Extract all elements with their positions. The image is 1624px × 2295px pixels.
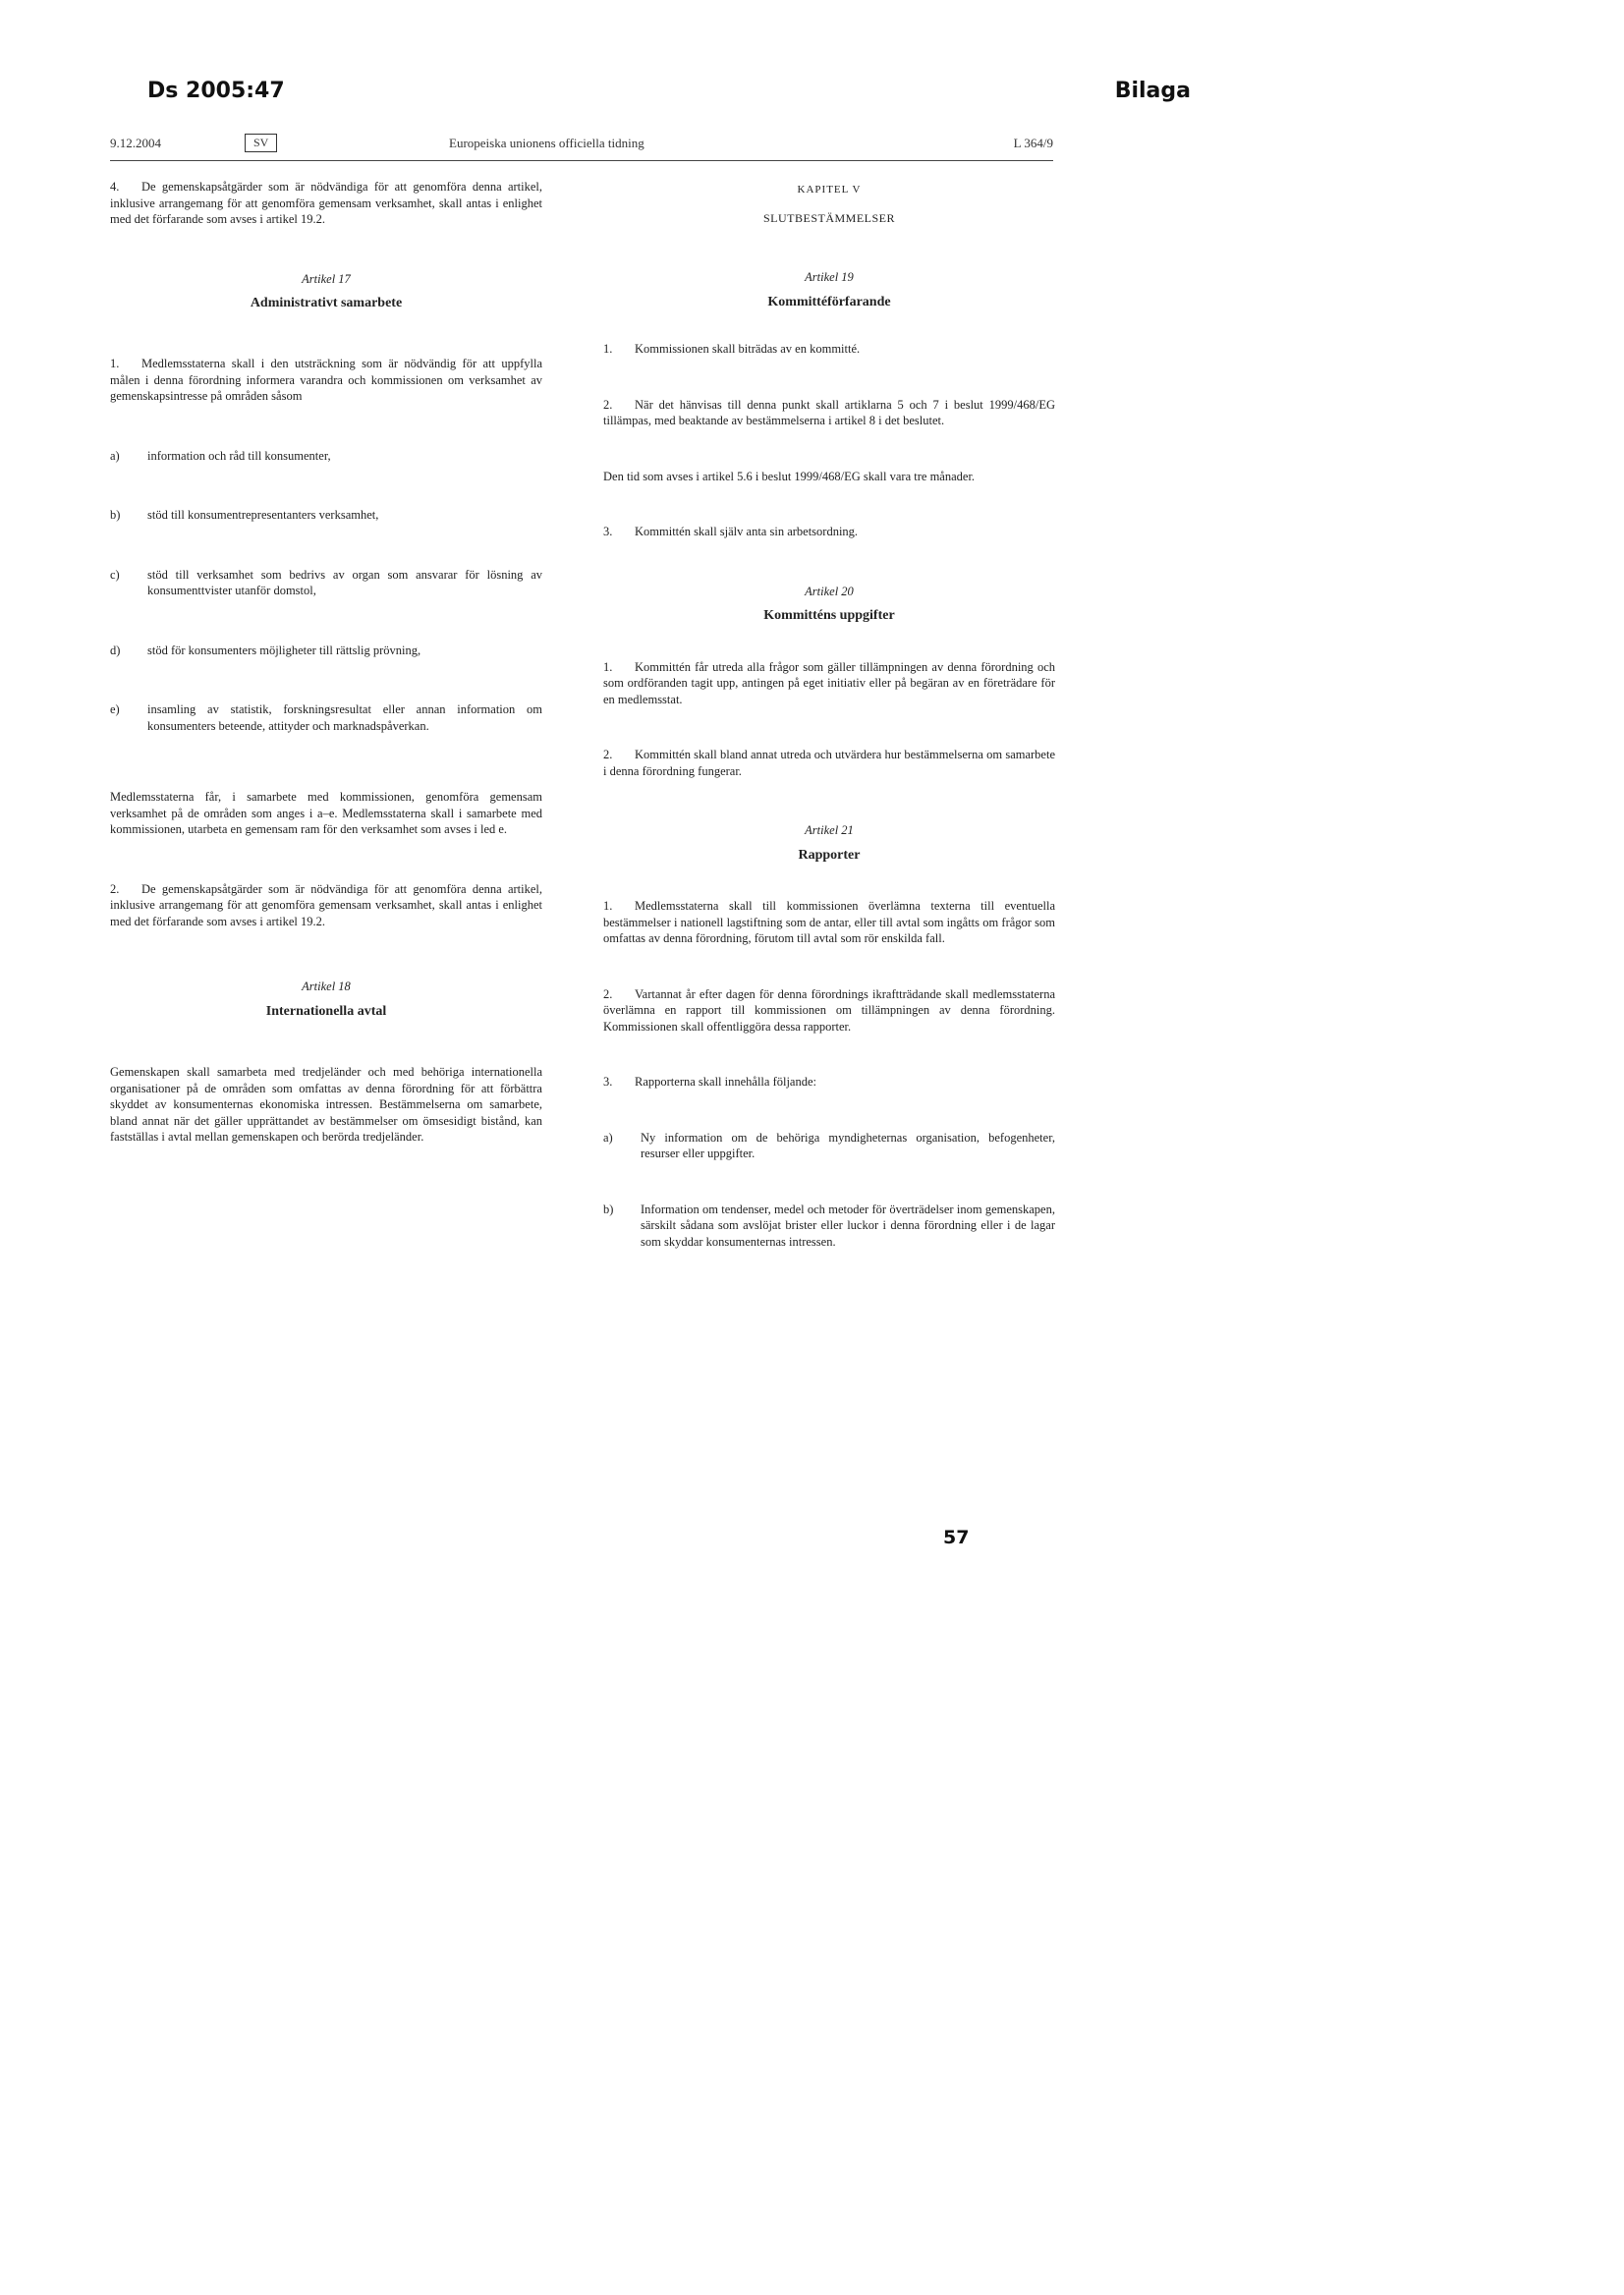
paragraph-art21-2: [603, 986, 1055, 1036]
paragraph-art19-3: [603, 524, 1055, 540]
document-header: [110, 79, 1289, 108]
right-column: [603, 179, 1055, 1275]
paragraph-art20-2: [603, 747, 1055, 779]
paragraph-art17-2: [110, 881, 542, 930]
list-item-d: [110, 643, 542, 659]
list-label: b): [603, 1202, 614, 1216]
paragraph-art21-1: [603, 898, 1055, 947]
journal-title: Europeiska unionens officiella tidning: [449, 136, 644, 150]
language-badge: SV: [245, 134, 277, 152]
journal-date: 9.12.2004: [110, 136, 161, 150]
article-20-title: Kommitténs uppgifter: [763, 608, 895, 624]
list-item-c: [110, 567, 542, 599]
article-17-title: Administrativt samarbete: [250, 296, 403, 310]
list-item-e: [110, 701, 542, 734]
article-18-title: Internationella avtal: [265, 1003, 387, 1019]
paragraph-text: Kommittén får utreda alla frågor som gäller tillämpningen av denna förordning och som ordföranden tagit upp, antingen på eget initiativ eller på begäran av en företrädare för en medlemsstat.: [603, 659, 1055, 706]
list-label: d): [110, 643, 121, 657]
paragraph-text: Kommissionen skall biträdas av en kommitté.: [635, 342, 861, 357]
article-18-number: Artikel 18: [302, 980, 351, 994]
article-19-number: Artikel 19: [805, 270, 854, 285]
paragraph-text: Kommittén skall själv anta sin arbetsordning.: [635, 525, 859, 539]
list-label: b): [110, 508, 121, 523]
paragraph-number: 1.: [110, 357, 120, 371]
list-label: a): [603, 1130, 613, 1145]
list-text: information och råd till konsumenter,: [147, 448, 331, 463]
list-text: Ny information om de behöriga myndigheternas organisation, befogenheter, resurser eller uppgifter.: [641, 1130, 1055, 1161]
list-label: c): [110, 567, 120, 582]
header-rule: [110, 160, 1053, 161]
article-20-number: Artikel 20: [805, 584, 854, 598]
list-text: Information om tendenser, medel och metoder för överträdelser inom gemenskapen, särskilt sådana som avslöjat brister eller luckor i denna förordning eller i de lagar som skyddar konsumenternas intressen.: [641, 1202, 1055, 1249]
document-reference: Ds 2005:47: [147, 79, 285, 103]
paragraph-number: 3.: [603, 1075, 613, 1090]
list-item-b: [110, 507, 542, 524]
left-column: [110, 179, 542, 1171]
chapter-number: KAPITEL V: [797, 184, 862, 196]
list-label: a): [110, 448, 120, 463]
paragraph-text: De gemenskapsåtgärder som är nödvändiga för att genomföra denna artikel, inklusive arrangemang för att genomföra gemensam verksamhet, skall antas i enlighet med det förfarande som avses i artikel 19.2.: [110, 180, 542, 226]
paragraph-text: Medlemsstaterna skall till kommissionen överlämna texterna till eventuella bestämmelser i nationell lagstiftning som de antar, eller till avtal som ingåtts om frågor som omfattas av denna förordning, förutom till avtal som rör enskilda fall.: [603, 899, 1055, 946]
paragraph-text: Rapporterna skall innehålla följande:: [635, 1075, 817, 1090]
paragraph-number: 1.: [603, 659, 613, 674]
article-19-title: Kommittéförfarande: [767, 294, 891, 309]
list-item-a: [603, 1130, 1055, 1162]
paragraph-text: De gemenskapsåtgärder som är nödvändiga för att genomföra denna artikel, inklusive arrangemang för att genomföra gemensam verksamhet, skall antas i enlighet med det förfarande som avses i artikel 19.2.: [110, 881, 542, 928]
list-item-b: [603, 1202, 1055, 1251]
paragraph-text: När det hänvisas till denna punkt skall artiklarna 5 och 7 i beslut 1999/468/EG tillämpas, med beaktande av bestämmelserna i artikel 8 i det beslutet.: [603, 397, 1055, 428]
paragraph-text: Kommittén skall bland annat utreda och utvärdera hur bestämmelserna om samarbete i denna förordning fungerar.: [603, 748, 1055, 778]
paragraph-number: 1.: [603, 342, 613, 357]
paragraph-number: 2.: [603, 986, 613, 1001]
chapter-title: SLUTBESTÄMMELSER: [762, 210, 895, 225]
paragraph-art20-1: [603, 659, 1055, 708]
paragraph-number: 2.: [110, 881, 120, 896]
appendix-label: Bilaga: [1114, 79, 1191, 103]
paragraph-art18: Gemenskapen skall samarbeta med tredjeländer och med behöriga internationella organisationer på de områden som omfattas av denna förordning för att förbättra skyddet av konsumenternas ekonomiska intressen. Bestämmelserna om samarbete, bland annat när det gäller upprättandet av bestämmelser om ömsesidigt bistånd, kan fastställas i avtal mellan gemenskapen och berörda tredjeländer.: [110, 1065, 542, 1145]
paragraph-art19-2: [603, 397, 1055, 429]
article-21-number: Artikel 21: [805, 823, 854, 838]
paragraph-number: 3.: [603, 525, 613, 539]
paragraph-number: 4.: [110, 180, 120, 194]
list-text: stöd för konsumenters möjligheter till rättslig prövning,: [147, 643, 421, 657]
paragraph-art17-1: [110, 356, 542, 405]
paragraph-number: 1.: [603, 899, 613, 914]
page-number: 57: [943, 1527, 970, 1548]
paragraph-number: 2.: [603, 748, 613, 762]
paragraph-text: Vartannat år efter dagen för denna förordnings ikraftträdande skall medlemsstaterna överlämna en rapport till kommissionen om tillämpningen av denna förordning. Kommissionen skall offentliggöra dessa rapporter.: [603, 986, 1055, 1034]
paragraph-art19-1: [603, 341, 1055, 358]
paragraph-text: Medlemsstaterna skall i den utsträckning som är nödvändig för att uppfylla målen i denna förordning informera varandra och kommissionen om verksamhet av gemenskapsintresse på områden såsom: [110, 357, 542, 404]
paragraph-art19-period: Den tid som avses i artikel 5.6 i beslut 1999/468/EG skall vara tre månader.: [603, 469, 976, 483]
list-text: stöd till verksamhet som bedrivs av organ som ansvarar för lösning av konsumenttvister utanför domstol,: [147, 567, 542, 598]
list-text: stöd till konsumentrepresentanters verksamhet,: [147, 508, 379, 523]
paragraph-art17-joint: Medlemsstaterna får, i samarbete med kommissionen, genomföra gemensam verksamhet på de områden som anges i a–e. Medlemsstaterna skall i samarbete med kommissionen, utarbeta en gemensam ram för den verksamhet som avses i led e.: [110, 790, 542, 837]
journal-header: [110, 134, 1053, 157]
article-17-number: Artikel 17: [302, 271, 351, 286]
list-item-a: [110, 448, 542, 465]
article-21-title: Rapporter: [798, 847, 861, 863]
paragraph-art21-3: [603, 1074, 1055, 1091]
paragraph-number: 2.: [603, 397, 613, 412]
paragraph-art16-4: [110, 179, 542, 228]
journal-page-ref: L 364/9: [1013, 136, 1053, 150]
list-label: e): [110, 702, 120, 717]
list-text: insamling av statistik, forskningsresultat eller annan information om konsumenters beteende, attityder och marknadspåverkan.: [147, 702, 542, 733]
